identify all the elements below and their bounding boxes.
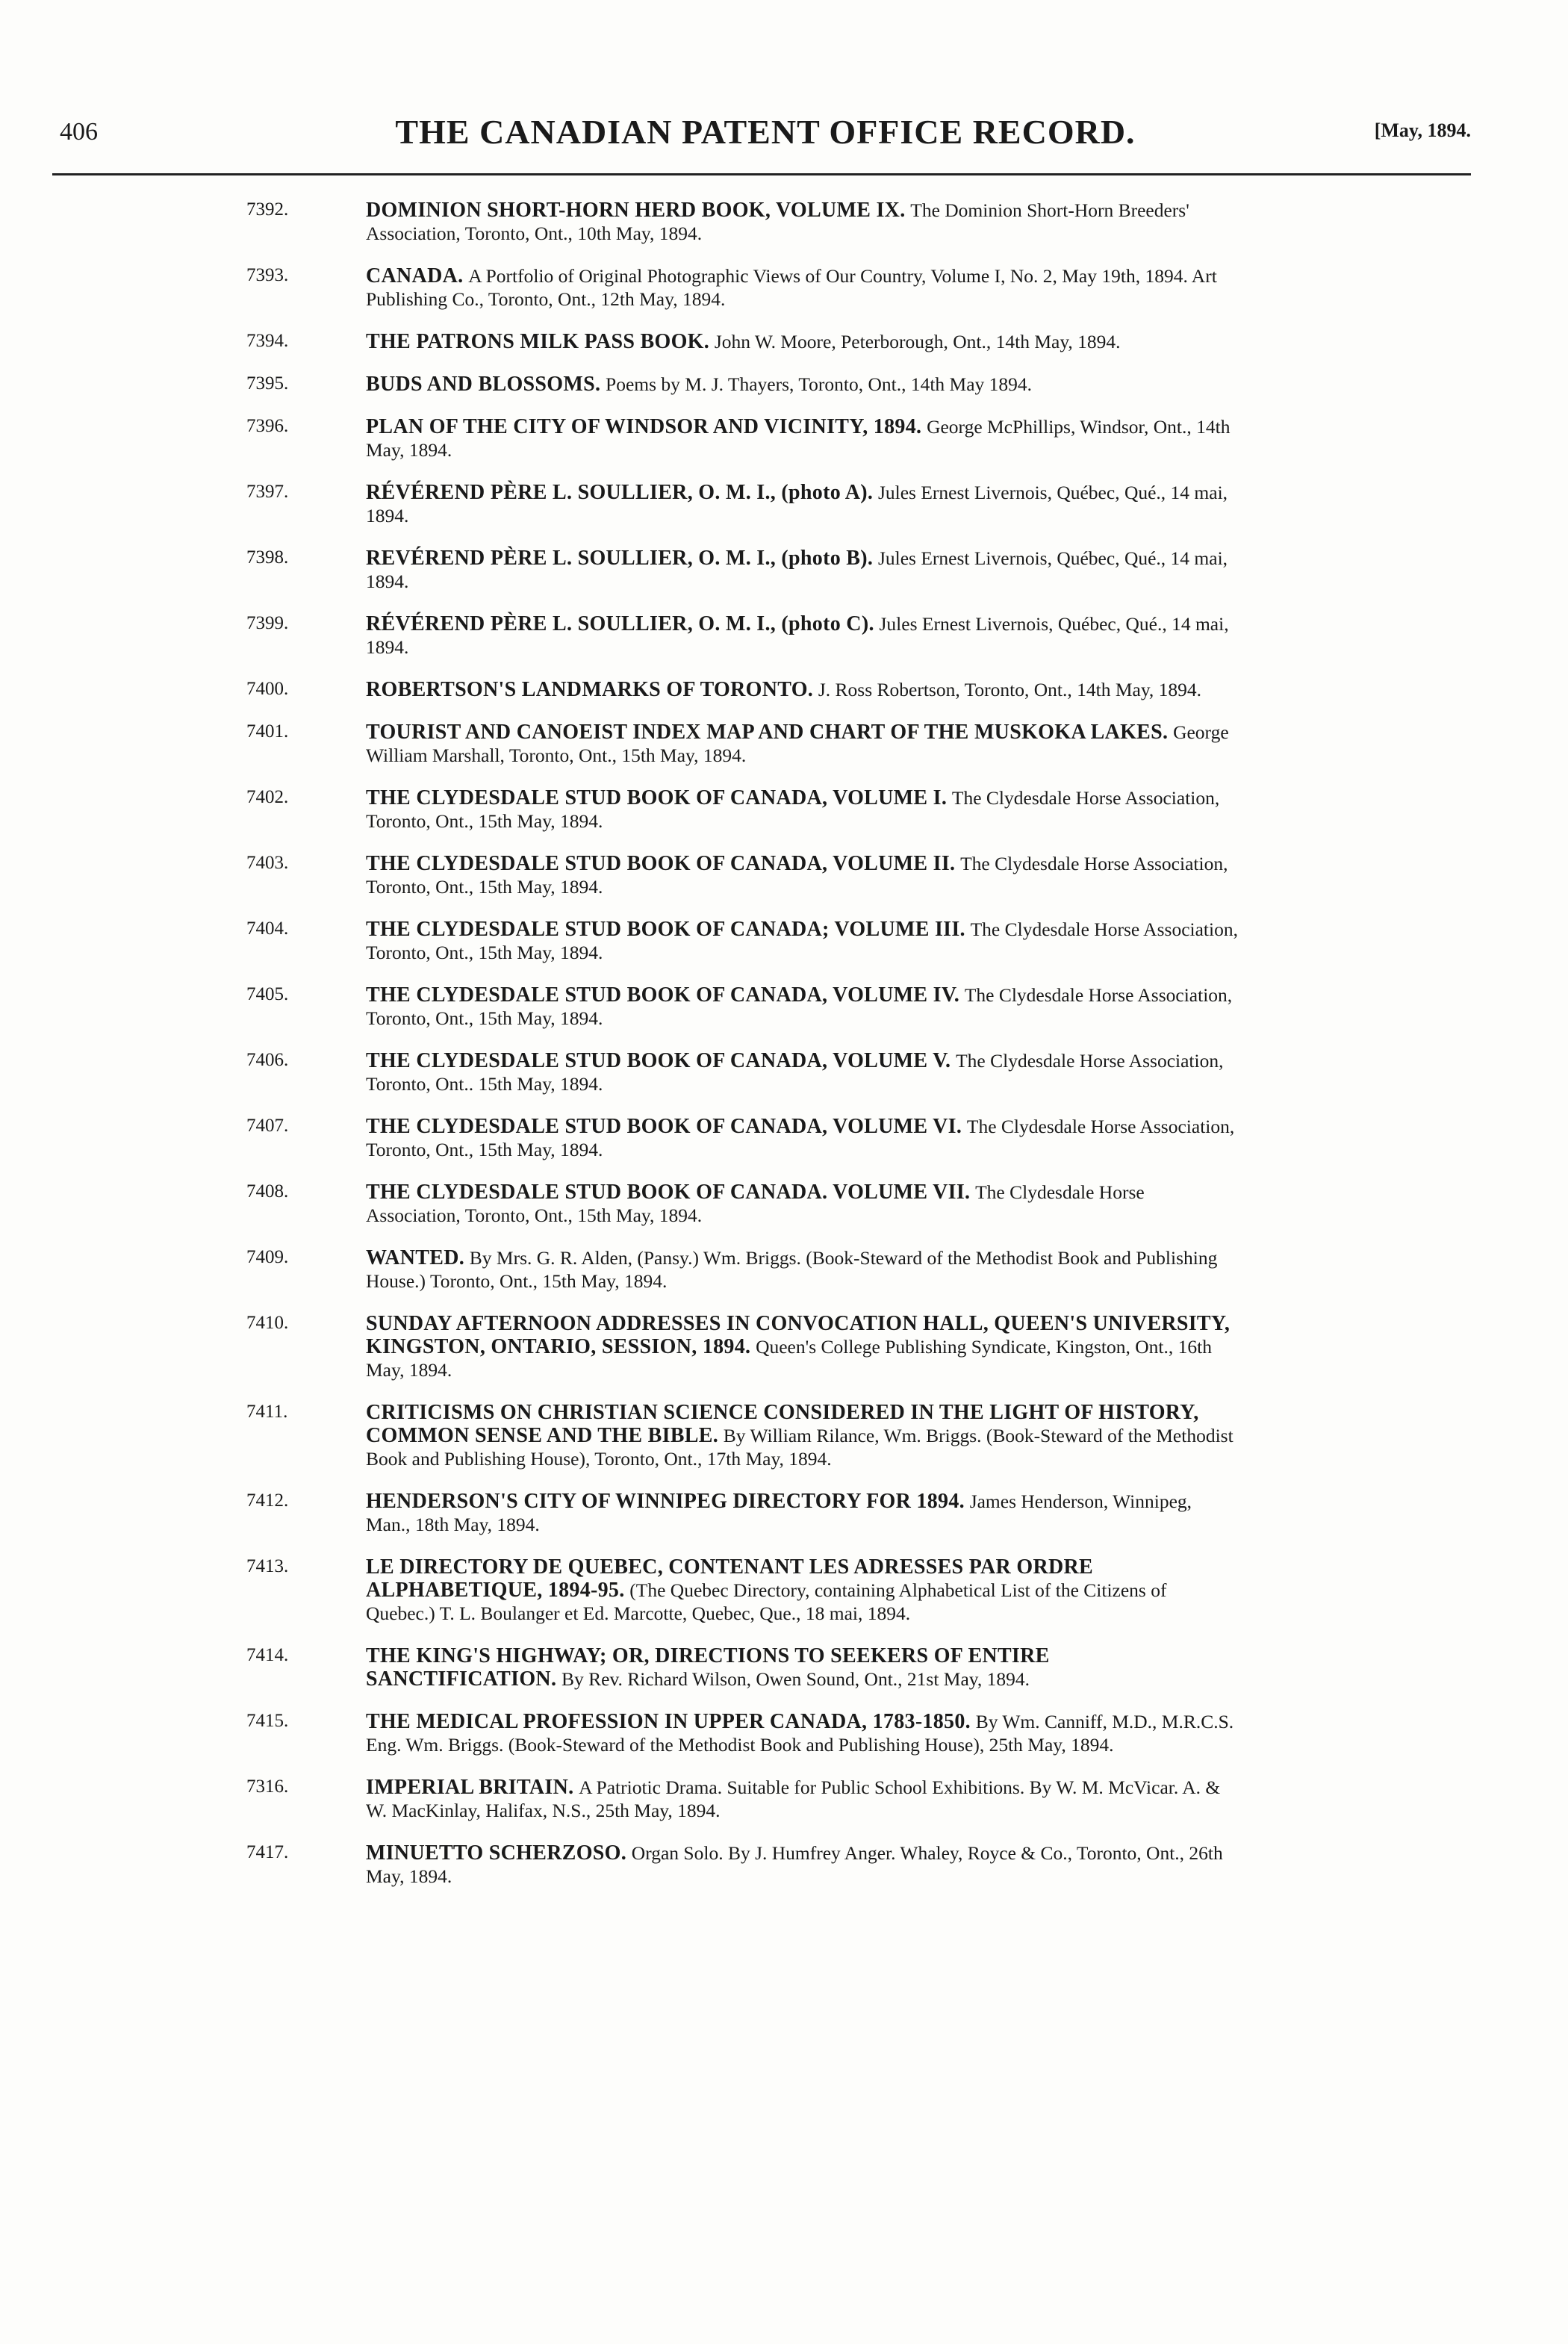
registration-entry — [246, 1115, 1239, 1161]
entry-detail: The Clydesdale Horse Association, Toronto, Ont., 15th May, 1894. — [366, 787, 1220, 832]
registration-entry — [246, 678, 1239, 701]
entry-detail: The Clydesdale Horse Association, Toronto, Ont., 15th May, 1894. — [366, 918, 1238, 963]
entry-number: 7411. — [246, 1402, 288, 1422]
entry-number: 7404. — [246, 918, 289, 939]
entry-title: IMPERIAL BRITAIN. — [366, 1776, 574, 1799]
entry-title: CRITICISMS ON CHRISTIAN SCIENCE CONSIDERED IN THE LIGHT OF HISTORY, COMMON SENSE AND THE BIBLE. — [366, 1401, 1199, 1447]
entry-title: THE CLYDESDALE STUD BOOK OF CANADA; VOLUME III. — [366, 918, 965, 941]
entry-title: THE KING'S HIGHWAY; OR, DIRECTIONS TO SEEKERS OF ENTIRE SANCTIFICATION. — [366, 1644, 1050, 1691]
header-rule — [52, 173, 1471, 175]
entry-number: 7393. — [246, 265, 289, 285]
registration-entry — [246, 1490, 1239, 1536]
entry-detail: Jules Ernest Livernois, Québec, Qué., 14 mai, 1894. — [366, 613, 1229, 658]
entry-title: CANADA. — [366, 264, 464, 287]
entry-number: 7395. — [246, 373, 289, 394]
entry-title: THE CLYDESDALE STUD BOOK OF CANADA, VOLUME VI. — [366, 1115, 962, 1138]
entry-detail: By Wm. Canniff, M.D., M.R.C.S. Eng. Wm. Briggs. (Book-Steward of the Methodist Book and Publishing House), 25th May, 1894. — [366, 1711, 1234, 1756]
entry-detail: Poems by M. J. Thayers, Toronto, Ont., 14th May 1894. — [606, 373, 1033, 395]
entry-detail: By Rev. Richard Wilson, Owen Sound, Ont., 21st May, 1894. — [561, 1668, 1030, 1690]
entry-detail: The Clydesdale Horse Association, Toronto, Ont., 15th May, 1894. — [366, 853, 1228, 898]
entry-detail: Organ Solo. By J. Humfrey Anger. Whaley, Royce & Co., Toronto, Ont., 26th May, 1894. — [366, 1842, 1223, 1887]
registration-entry — [246, 547, 1239, 593]
issue-date: [May, 1894. — [1374, 119, 1471, 141]
entry-title: WANTED. — [366, 1246, 465, 1269]
entry-title: BUDS AND BLOSSOMS. — [366, 373, 601, 396]
entry-number: 7394. — [246, 331, 289, 351]
page-header — [60, 112, 1471, 157]
entry-number: 7414. — [246, 1645, 289, 1665]
registration-entry — [246, 1049, 1239, 1095]
registration-entry — [246, 1644, 1239, 1691]
registration-entry — [246, 1841, 1239, 1888]
registration-entry — [246, 1710, 1239, 1756]
registration-entry — [246, 1181, 1239, 1227]
entry-detail: Jules Ernest Livernois, Québec, Qué., 14 mai, 1894. — [366, 547, 1228, 592]
entry-detail: A Patriotic Drama. Suitable for Public School Exhibitions. By W. M. McVicar. A. & W. MacKinlay, Halifax, N.S., 25th May, 1894. — [366, 1776, 1221, 1821]
entry-number: 7415. — [246, 1711, 289, 1731]
entry-number: 7410. — [246, 1313, 289, 1333]
entry-title: THE MEDICAL PROFESSION IN UPPER CANADA, 1783-1850. — [366, 1710, 971, 1733]
entry-detail: Jules Ernest Livernois, Québec, Qué., 14 mai, 1894. — [366, 482, 1228, 526]
entry-number: 7401. — [246, 721, 289, 742]
entry-title: PLAN OF THE CITY OF WINDSOR AND VICINITY, 1894. — [366, 415, 922, 438]
entry-detail: George McPhillips, Windsor, Ont., 14th May, 1894. — [366, 416, 1231, 461]
registration-entry — [246, 415, 1239, 461]
journal-title: THE CANADIAN PATENT OFFICE RECORD. — [395, 113, 1136, 151]
entry-detail: George William Marshall, Toronto, Ont., 15th May, 1894. — [366, 721, 1229, 766]
entry-number: 7409. — [246, 1247, 289, 1267]
registration-entry — [246, 330, 1239, 353]
entry-title: MINUETTO SCHERZOSO. — [366, 1841, 627, 1865]
entry-title: THE CLYDESDALE STUD BOOK OF CANADA. VOLUME VII. — [366, 1181, 971, 1204]
entry-title: THE CLYDESDALE STUD BOOK OF CANADA, VOLUME IV. — [366, 983, 960, 1007]
registration-entry — [246, 612, 1239, 659]
entry-number: 7413. — [246, 1556, 289, 1576]
entry-detail: The Clydesdale Horse Association, Toronto, Ont., 15th May, 1894. — [366, 984, 1233, 1029]
entry-detail: James Henderson, Winnipeg, Man., 18th May, 1894. — [366, 1490, 1192, 1535]
registration-entry — [246, 264, 1239, 311]
entry-number: 7399. — [246, 613, 289, 633]
entry-detail: Queen's College Publishing Syndicate, Kingston, Ont., 16th May, 1894. — [366, 1336, 1212, 1381]
page-number: 406 — [60, 118, 98, 146]
entry-title: RÉVÉREND PÈRE L. SOULLIER, O. M. I., (photo A). — [366, 481, 874, 504]
registration-entry — [246, 373, 1239, 396]
entry-number: 7407. — [246, 1116, 289, 1136]
entry-number: 7398. — [246, 547, 289, 568]
entry-title: THE CLYDESDALE STUD BOOK OF CANADA, VOLUME V. — [366, 1049, 951, 1072]
registration-entry — [246, 721, 1239, 767]
entry-number: 7412. — [246, 1490, 289, 1511]
registration-entry — [246, 983, 1239, 1030]
entry-title: DOMINION SHORT-HORN HERD BOOK, VOLUME IX. — [366, 199, 906, 222]
entry-detail: J. Ross Robertson, Toronto, Ont., 14th May, 1894. — [818, 679, 1202, 700]
registration-entry — [246, 918, 1239, 964]
entry-detail: The Clydesdale Horse Association, Toronto, Ont., 15th May, 1894. — [366, 1181, 1145, 1226]
entry-number: 7403. — [246, 853, 289, 873]
registration-entry — [246, 1401, 1239, 1470]
registration-entry — [246, 786, 1239, 833]
registration-entry — [246, 1312, 1239, 1381]
registration-list — [246, 199, 1239, 1907]
entry-title: REVÉREND PÈRE L. SOULLIER, O. M. I., (photo B). — [366, 547, 874, 570]
entry-detail: By William Rilance, Wm. Briggs. (Book-Steward of the Methodist Book and Publishing House), Toronto, Ont., 17th May, 1894. — [366, 1425, 1233, 1470]
registration-entry — [246, 1246, 1239, 1293]
entry-number: 7408. — [246, 1181, 289, 1201]
entry-title: HENDERSON'S CITY OF WINNIPEG DIRECTORY FOR 1894. — [366, 1490, 965, 1513]
entry-detail: (The Quebec Directory, containing Alphabetical List of the Citizens of Quebec.) T. L. Boulanger et Ed. Marcotte, Quebec, Que., 18 mai, 1894. — [366, 1579, 1167, 1624]
entry-number: 7406. — [246, 1050, 289, 1070]
entry-title: THE PATRONS MILK PASS BOOK. — [366, 330, 710, 353]
entry-detail: By Mrs. G. R. Alden, (Pansy.) Wm. Briggs. (Book-Steward of the Methodist Book and Publishing House.) Toronto, Ont., 15th May, 1894. — [366, 1247, 1218, 1292]
entry-title: THE CLYDESDALE STUD BOOK OF CANADA, VOLUME II. — [366, 852, 956, 875]
entry-number: 7402. — [246, 787, 289, 807]
entry-number: 7316. — [246, 1776, 289, 1797]
entry-detail: John W. Moore, Peterborough, Ont., 14th May, 1894. — [714, 331, 1121, 352]
entry-number: 7400. — [246, 679, 289, 699]
entry-title: TOURIST AND CANOEIST INDEX MAP AND CHART OF THE MUSKOKA LAKES. — [366, 721, 1169, 744]
entry-number: 7396. — [246, 416, 289, 436]
entry-title: SUNDAY AFTERNOON ADDRESSES IN CONVOCATION HALL, QUEEN'S UNIVERSITY, KINGSTON, ONTARIO, SESSION, 1894. — [366, 1312, 1231, 1358]
registration-entry — [246, 852, 1239, 898]
entry-detail: The Dominion Short-Horn Breeders' Association, Toronto, Ont., 10th May, 1894. — [366, 199, 1189, 244]
entry-detail: A Portfolio of Original Photographic Views of Our Country, Volume I, No. 2, May 19th, 1894. Art Publishing Co., Toronto, Ont., 12th May, 1894. — [366, 265, 1217, 310]
entry-title: THE CLYDESDALE STUD BOOK OF CANADA, VOLUME I. — [366, 786, 948, 809]
registration-entry — [246, 199, 1239, 245]
registration-entry — [246, 1776, 1239, 1822]
entry-title: ROBERTSON'S LANDMARKS OF TORONTO. — [366, 678, 814, 701]
entry-detail: The Clydesdale Horse Association, Toronto, Ont., 15th May, 1894. — [366, 1116, 1235, 1160]
entry-number: 7405. — [246, 984, 289, 1004]
entry-number: 7397. — [246, 482, 289, 502]
entry-number: 7417. — [246, 1842, 289, 1862]
registration-entry — [246, 481, 1239, 527]
registration-entry — [246, 1555, 1239, 1625]
entry-number: 7392. — [246, 199, 289, 220]
entry-title: LE DIRECTORY DE QUEBEC, CONTENANT LES ADRESSES PAR ORDRE ALPHABETIQUE, 1894-95. — [366, 1555, 1093, 1602]
entry-title: RÉVÉREND PÈRE L. SOULLIER, O. M. I., (photo C). — [366, 612, 874, 635]
entry-detail: The Clydesdale Horse Association, Toronto, Ont.. 15th May, 1894. — [366, 1050, 1224, 1095]
